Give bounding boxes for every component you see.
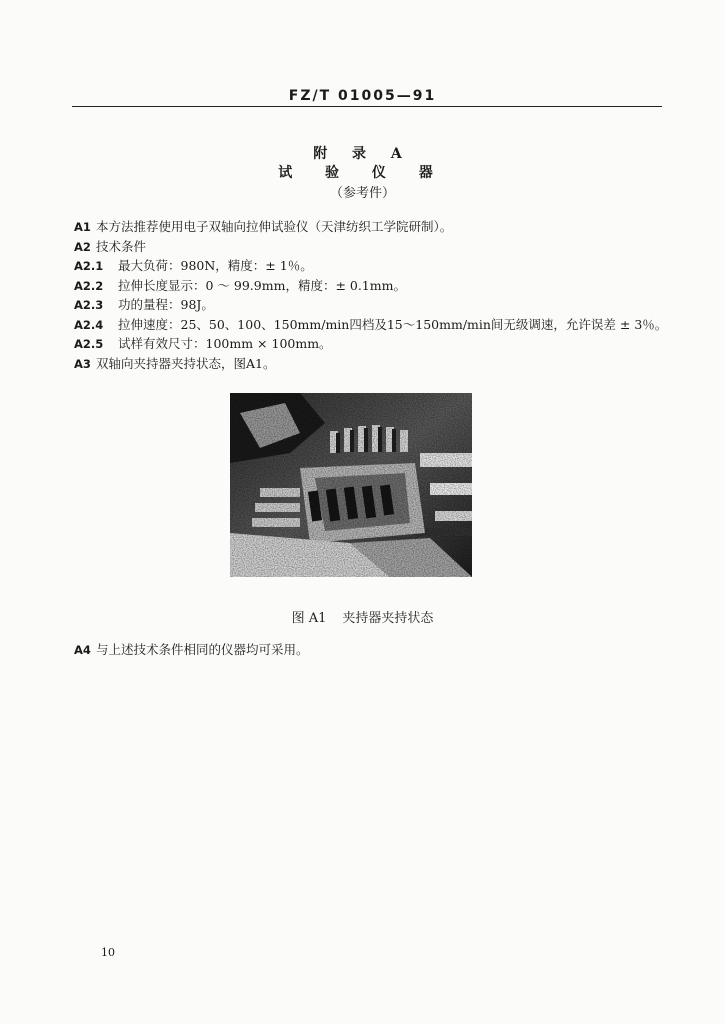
- clause-a2-1: [74, 256, 674, 276]
- clause-number: A2.5: [74, 337, 104, 351]
- header-rule: [72, 106, 662, 107]
- clause-text: 双轴向夹持器夹持状态，图A1。: [96, 355, 276, 371]
- clause-a2-5: [74, 334, 674, 354]
- clause-a2-4: [74, 315, 674, 335]
- clause-text: 最大负荷：980N，精度：± 1％。: [118, 258, 313, 273]
- clause-number: A4: [74, 643, 91, 657]
- appendix-title: 附 录 A: [313, 146, 412, 162]
- clause-number: A1: [74, 220, 91, 234]
- clause-text: 拉伸速度：25、50、100、150mm/min四档及15～150mm/min间无级调速，允许误差 ± 3％。: [118, 316, 668, 332]
- figure-caption: [0, 607, 725, 626]
- page-number: 10: [101, 946, 115, 959]
- clause-number: A2.3: [74, 298, 104, 312]
- clause-a2-2: [74, 276, 674, 296]
- clause-number: A2: [74, 239, 91, 254]
- clause-number: A3: [74, 356, 91, 371]
- clause-a1: [74, 217, 674, 237]
- standard-code: FZ/T 01005—91: [288, 88, 437, 104]
- clause-text: 技术条件: [96, 238, 147, 254]
- clause-a2-3: [74, 295, 674, 315]
- clause-a3: [74, 354, 674, 374]
- clause-text: 与上述技术条件相同的仪器均可采用。: [96, 642, 309, 657]
- figure-caption-text: 夹持器夹持状态: [342, 611, 434, 626]
- clause-number: A2.1: [74, 259, 104, 273]
- clause-a4: [74, 640, 309, 660]
- clause-text: 本方法推荐使用电子双轴向拉伸试验仪（天津纺织工学院研制）。: [96, 219, 453, 234]
- figure-label: 图 A1: [291, 611, 327, 626]
- appendix-note: （参考件）: [329, 186, 395, 201]
- clause-text: 拉伸长度显示：0 ～ 99.9mm，精度：± 0.1mm。: [118, 277, 406, 293]
- clause-text: 试样有效尺寸：100mm × 100mm。: [118, 336, 332, 351]
- clause-text: 功的量程：98J。: [118, 297, 214, 312]
- clause-list: [74, 217, 674, 373]
- appendix-subtitle: 试 验 仪 器: [278, 165, 447, 181]
- clause-number: A2.2: [74, 278, 104, 293]
- clause-a2: [74, 237, 674, 257]
- clause-number: A2.4: [74, 317, 104, 332]
- gripper-photo: [230, 393, 472, 577]
